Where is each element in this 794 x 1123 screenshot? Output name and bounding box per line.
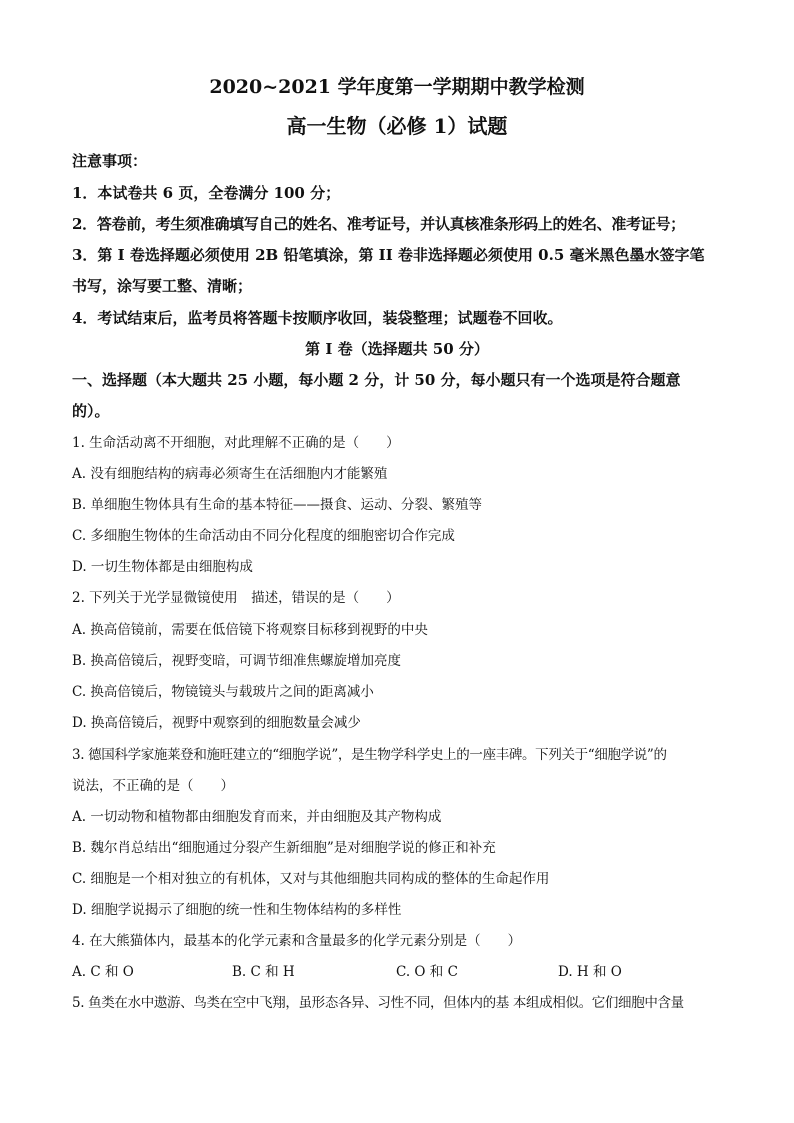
question-option: B. 单细胞生物体具有生命的基本特征——摄食、运动、分裂、繁殖等 xyxy=(72,497,483,513)
question-stem: 3. 德国科学家施莱登和施旺建立的“细胞学说”，是生物学科学史上的一座丰碑。下列关于“细胞学说”的 xyxy=(72,747,667,763)
question-option: D. 换高倍镜后，视野中观察到的细胞数量会减少 xyxy=(72,715,361,731)
notice-heading: 注意事项： xyxy=(72,152,148,170)
question-option: A. 一切动物和植物都由细胞发育而来，并由细胞及其产物构成 xyxy=(72,809,442,825)
question-option: C. 细胞是一个相对独立的有机体，又对与其他细胞共同构成的整体的生命起作用 xyxy=(72,871,550,887)
part1-instructions: 的）。 xyxy=(72,402,110,420)
question-stem: 4. 在大熊猫体内，最基本的化学元素和含量最多的化学元素分别是（ ） xyxy=(72,933,522,949)
question-option: A. C 和 O xyxy=(72,964,134,980)
question-option: B. 换高倍镜后，视野变暗，可调节细准焦螺旋增加亮度 xyxy=(72,653,402,669)
question-option: B. C 和 H xyxy=(232,964,295,980)
question-stem: 说法，不正确的是（ ） xyxy=(72,778,234,794)
part1-title: 第 I 卷（选择题共 50 分） xyxy=(305,340,489,358)
question-option: D. 一切生物体都是由细胞构成 xyxy=(72,559,253,575)
question-option: C. 换高倍镜后，物镜镜头与载玻片之间的距离减小 xyxy=(72,684,374,700)
question-option: A. 换高倍镜前，需要在低倍镜下将观察目标移到视野的中央 xyxy=(72,622,428,638)
notice-item: 1．本试卷共 6 页，全卷满分 100 分； xyxy=(72,184,341,202)
question-option: C. O 和 C xyxy=(396,964,458,980)
notice-item: 3．第 I 卷选择题必须使用 2B 铅笔填涂，第 II 卷非选择题必须使用 0.5 毫米黑色墨水签字笔 xyxy=(72,246,705,264)
notice-item: 4．考试结束后，监考员将答题卡按顺序收回，装袋整理；试题卷不回收。 xyxy=(72,309,563,327)
question-stem: 1. 生命活动离不开细胞，对此理解不正确的是（ ） xyxy=(72,435,400,451)
exam-subtitle: 高一生物（必修 1）试题 xyxy=(286,114,508,138)
question-stem: 2. 下列关于光学显微镜使用 描述，错误的是（ ） xyxy=(72,590,400,606)
question-option: D. H 和 O xyxy=(558,964,622,980)
notice-item: 书写，涂写要工整、清晰； xyxy=(72,277,253,295)
exam-title: 2020~2021 学年度第一学期期中教学检测 xyxy=(209,76,585,98)
part1-instructions: 一、选择题（本大题共 25 小题，每小题 2 分，计 50 分，每小题只有一个选项是符合题意 xyxy=(72,371,681,389)
question-stem: 5. 鱼类在水中遨游、鸟类在空中飞翔，虽形态各异、习性不同，但体内的基 本组成相似。它们细胞中含量 xyxy=(72,995,684,1011)
question-option: A. 没有细胞结构的病毒必须寄生在活细胞内才能繁殖 xyxy=(72,466,388,482)
question-option: B. 魏尔肖总结出“细胞通过分裂产生新细胞”是对细胞学说的修正和补充 xyxy=(72,840,496,856)
question-option: D. 细胞学说揭示了细胞的统一性和生物体结构的多样性 xyxy=(72,902,402,918)
question-option: C. 多细胞生物体的生命活动由不同分化程度的细胞密切合作完成 xyxy=(72,528,455,544)
notice-item: 2．答卷前，考生须准确填写自己的姓名、准考证号，并认真核准条形码上的姓名、准考证号； xyxy=(72,215,685,233)
